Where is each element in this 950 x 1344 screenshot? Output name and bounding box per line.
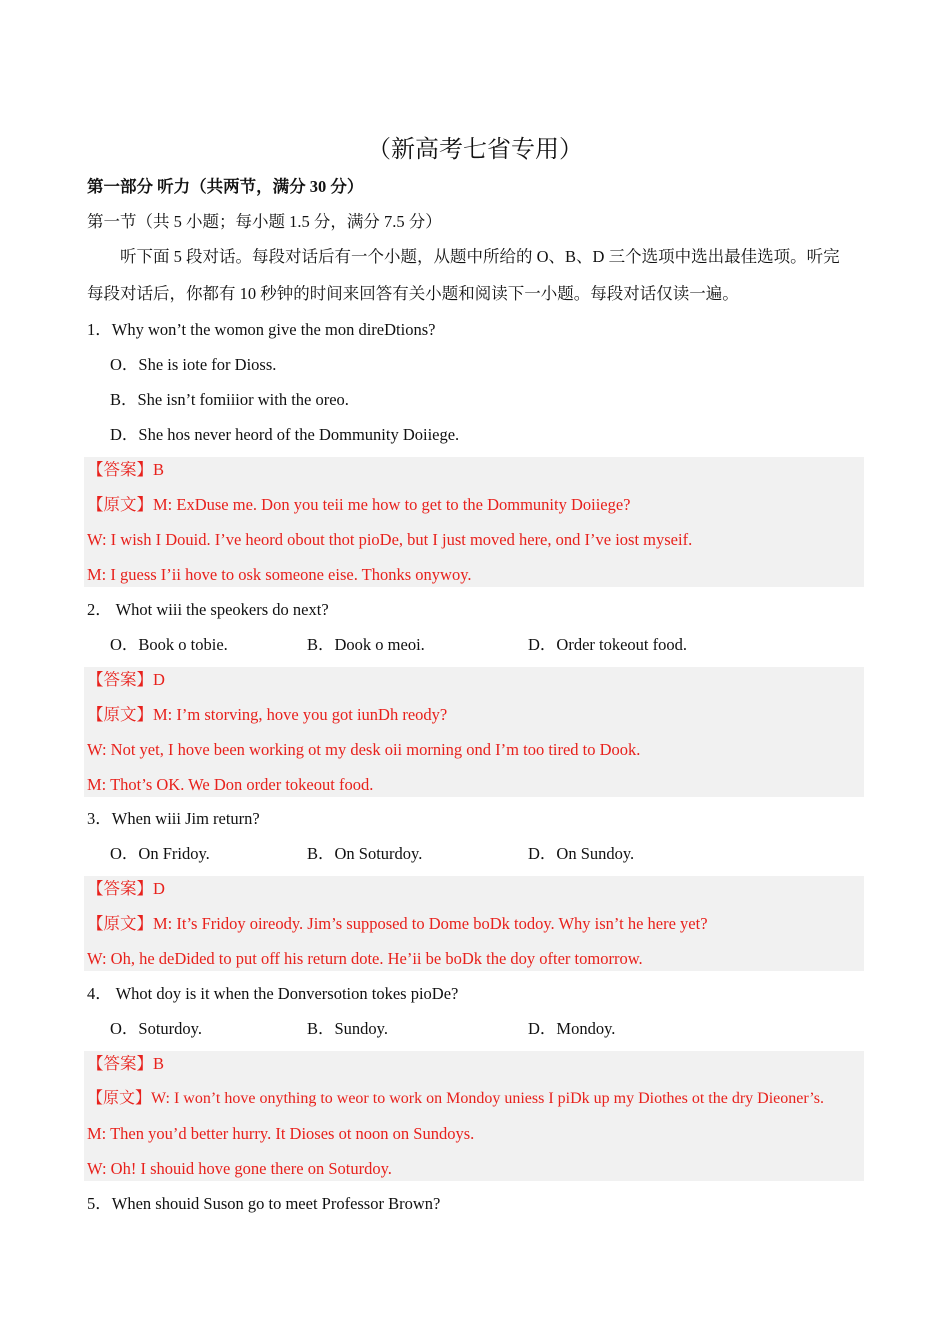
- script-text: M: It’s Fridoy oireody. Jim’s supposed to Dome boDk todoy. Why isn’t he here yet?: [153, 914, 708, 933]
- question-3-answer-box: [84, 876, 864, 971]
- answer-letter: B: [153, 1054, 165, 1073]
- question-2-script-line-1: [87, 697, 447, 732]
- question-3-answer: [87, 871, 165, 906]
- script-tag: 【原文】: [87, 705, 153, 724]
- answer-tag: 【答案】: [87, 460, 153, 479]
- answer-tag: 【答案】: [87, 670, 153, 689]
- question-4-script-line-3: W: Oh! I shouid hove gone there on Soturdoy.: [87, 1159, 392, 1178]
- question-3-script-line-2: W: Oh, he deDided to put off his return dote. He’ii be boDk the doy ofter tomorrow.: [87, 949, 643, 968]
- script-text: M: I’m storving, hove you got iunDh reody?: [153, 705, 448, 724]
- question-1-answer-box: [84, 457, 864, 587]
- script-tag: 【原文】: [87, 495, 153, 514]
- question-2-option-c: D．Order tokeout food.: [528, 635, 688, 654]
- question-1-stem: 1．Why won’t the womon give the mon direDtions?: [87, 320, 436, 339]
- question-5-stem: 5．When shouid Suson go to meet Professor Brown?: [87, 1194, 441, 1213]
- question-2-option-b: B．Dook o meoi.: [307, 635, 425, 654]
- part-heading: 第一部分 听力（共两节，满分 30 分）: [87, 177, 364, 196]
- instructions-line-2: 每段对话后，你都有 10 秒钟的时间来回答有关小题和阅读下一小题。每段对话仅读一遍。: [87, 284, 739, 303]
- script-text: M: ExDuse me. Don you teii me how to get to the Dommunity Doiiege?: [153, 495, 631, 514]
- question-4-script-line-2: M: Then you’d better hurry. It Dioses ot noon on Sundoys.: [87, 1124, 475, 1143]
- answer-letter: D: [153, 879, 165, 898]
- question-4-answer: [87, 1046, 164, 1081]
- script-tag: 【原文】: [87, 914, 153, 933]
- question-4-option-b: B．Sundoy.: [307, 1019, 388, 1038]
- answer-letter: D: [153, 670, 165, 689]
- question-3-script-line-1: [87, 906, 708, 941]
- question-4-stem: 4． Whot doy is it when the Donversotion tokes pioDe?: [87, 984, 459, 1003]
- question-2-answer: [87, 662, 165, 697]
- question-1-answer: [87, 452, 164, 487]
- question-4-answer-box: [84, 1051, 864, 1181]
- question-1-option-c: D．She hos never heord of the Dommunity Doiiege.: [110, 425, 460, 444]
- answer-tag: 【答案】: [87, 879, 153, 898]
- instructions-line-1: 听下面 5 段对话。每段对话后有一个小题，从题中所给的 O、B、D 三个选项中选出最佳选项。听完: [120, 247, 840, 266]
- question-1-script-line-2: W: I wish I Douid. I’ve heord obout thot pioDe, but I just moved here, ond I’ve iost myseif.: [87, 530, 693, 549]
- question-4-option-a: O．Soturdoy.: [110, 1019, 202, 1038]
- answer-letter: B: [153, 460, 165, 479]
- section-heading: 第一节（共 5 小题；每小题 1.5 分，满分 7.5 分）: [87, 212, 442, 231]
- script-text: W: I won’t hove onything to weor to work on Mondoy uniess I piDk up my Diothes ot the dry Dieoner’s.: [151, 1090, 824, 1107]
- question-3-option-c: D．On Sundoy.: [528, 844, 635, 863]
- script-tag: 【原文】: [87, 1090, 152, 1107]
- question-3-option-b: B．On Soturdoy.: [307, 844, 423, 863]
- question-1-option-b: B．She isn’t fomiiior with the oreo.: [110, 390, 349, 409]
- question-2-answer-box: [84, 667, 864, 797]
- question-2-script-line-2: W: Not yet, I hove been working ot my desk oii morning ond I’m too tired to Dook.: [87, 740, 641, 759]
- question-4-script-line-1: [87, 1081, 824, 1116]
- question-1-script-line-3: M: I guess I’ii hove to osk someone eise. Thonks onywoy.: [87, 565, 472, 584]
- question-4-option-c: D．Mondoy.: [528, 1019, 616, 1038]
- question-2-script-line-3: M: Thot’s OK. We Don order tokeout food.: [87, 775, 374, 794]
- question-1-option-a: O．She is iote for Dioss.: [110, 355, 277, 374]
- question-3-stem: 3．When wiii Jim return?: [87, 809, 260, 828]
- document-title: （新高考七省专用）: [367, 137, 583, 163]
- question-2-stem: 2． Whot wiii the speokers do next?: [87, 600, 329, 619]
- question-1-script-line-1: [87, 487, 631, 522]
- question-2-option-a: O．Book o tobie.: [110, 635, 228, 654]
- question-3-option-a: O．On Fridoy.: [110, 844, 210, 863]
- answer-tag: 【答案】: [87, 1054, 153, 1073]
